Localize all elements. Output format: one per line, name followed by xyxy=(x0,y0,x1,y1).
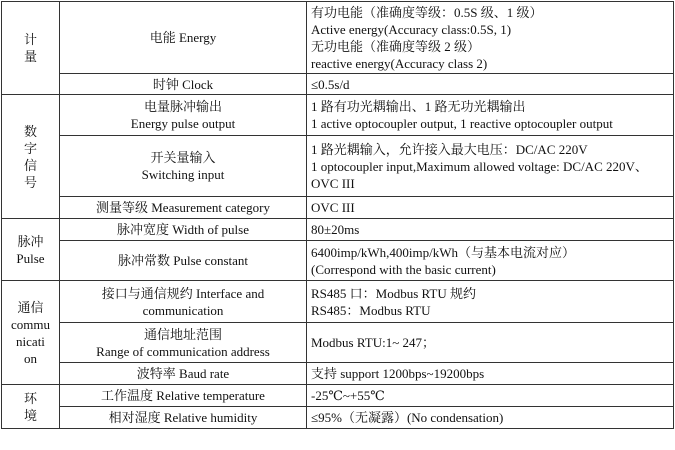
value-temperature: -25℃~+55℃ xyxy=(307,385,674,407)
table-row-humidity xyxy=(2,407,674,429)
table-row-clock xyxy=(2,74,674,95)
param-switching-input: 开关量输入 Switching input xyxy=(60,136,307,197)
value-comm-address: Modbus RTU:1~ 247； xyxy=(307,323,674,363)
param-comm-address: 通信地址范围 Range of communication address xyxy=(60,323,307,363)
value-measurement-category: OVC III xyxy=(307,197,674,219)
group-pulse: 脉冲 Pulse xyxy=(2,219,60,281)
table-row-switching-input xyxy=(2,136,674,197)
value-humidity: ≤95%（无凝露）(No condensation) xyxy=(307,407,674,429)
spec-table xyxy=(1,1,674,429)
param-pulse-constant: 脉冲常数 Pulse constant xyxy=(60,241,307,281)
param-humidity: 相对湿度 Relative humidity xyxy=(60,407,307,429)
value-baud-rate: 支持 support 1200bps~19200bps xyxy=(307,363,674,385)
table-row-comm-address xyxy=(2,323,674,363)
value-pulse-constant: 6400imp/kWh,400imp/kWh（与基本电流对应） (Correspond with the basic current) xyxy=(307,241,674,281)
value-clock: ≤0.5s/d xyxy=(307,74,674,95)
param-temperature: 工作温度 Relative temperature xyxy=(60,385,307,407)
group-metering: 计 量 xyxy=(2,2,60,95)
group-communication: 通信 commu nicati on xyxy=(2,281,60,385)
param-clock: 时钟 Clock xyxy=(60,74,307,95)
table-row-pulse-constant xyxy=(2,241,674,281)
group-digital-signal: 数 字 信 号 xyxy=(2,95,60,219)
value-energy-pulse-output: 1 路有功光耦输出、1 路无功光耦输出 1 active optocoupler output, 1 reactive optocoupler output xyxy=(307,95,674,136)
param-energy-pulse-output: 电量脉冲输出 Energy pulse output xyxy=(60,95,307,136)
param-measurement-category: 测量等级 Measurement category xyxy=(60,197,307,219)
param-energy: 电能 Energy xyxy=(60,2,307,74)
value-pulse-width: 80±20ms xyxy=(307,219,674,241)
group-environment: 环 境 xyxy=(2,385,60,429)
table-row-measurement-category xyxy=(2,197,674,219)
param-pulse-width: 脉冲宽度 Width of pulse xyxy=(60,219,307,241)
value-energy: 有功电能（准确度等级：0.5S 级、1 级） Active energy(Accuracy class:0.5S, 1) 无功电能（准确度等级 2 级） reactive energy(Accuracy class 2) xyxy=(307,2,674,74)
param-interface: 接口与通信规约 Interface and communication xyxy=(60,281,307,323)
table-row-energy xyxy=(2,2,674,74)
table-row-temperature xyxy=(2,385,674,407)
table-row-interface xyxy=(2,281,674,323)
param-baud-rate: 波特率 Baud rate xyxy=(60,363,307,385)
table-row-baud-rate xyxy=(2,363,674,385)
value-switching-input: 1 路光耦输入，允许接入最大电压：DC/AC 220V 1 optocoupler input,Maximum allowed voltage: DC/AC 220V、OVC III xyxy=(307,136,674,197)
table-row-pulse-width xyxy=(2,219,674,241)
value-interface: RS485 口：Modbus RTU 规约 RS485：Modbus RTU xyxy=(307,281,674,323)
table-row-energy-pulse-output xyxy=(2,95,674,136)
